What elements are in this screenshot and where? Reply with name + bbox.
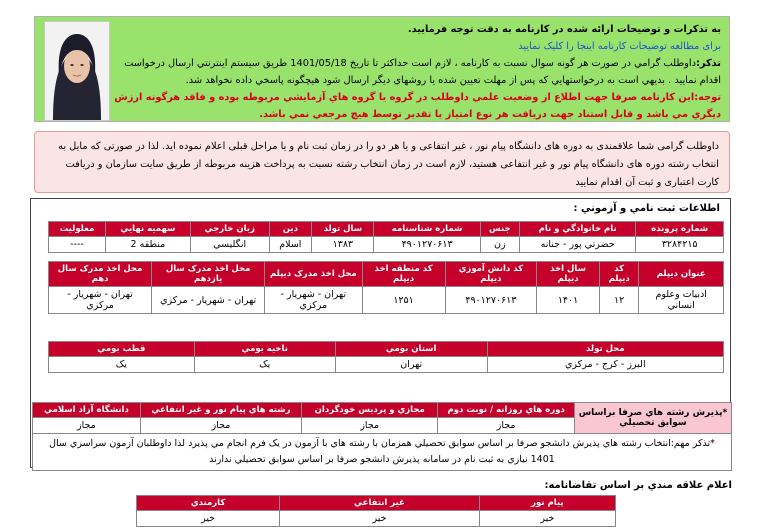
table-cell: حضرتي پور - جنانه bbox=[519, 237, 635, 253]
table-cell: تهران - شهريار - مرکزي bbox=[49, 287, 152, 314]
column-header: سهميه نهايي bbox=[105, 222, 190, 237]
table-cell: منطقه 2 bbox=[105, 237, 190, 253]
column-header: کد منطقه اخذ ديپلم bbox=[362, 262, 445, 287]
interest-table bbox=[136, 495, 616, 527]
table-cell: ۴۹۰۱۲۷۰۶۱۳ bbox=[445, 287, 537, 314]
notice-box bbox=[34, 16, 730, 122]
column-header: عنوان ديپلم bbox=[639, 262, 724, 287]
column-header: استان بومي bbox=[335, 342, 487, 357]
reminder-text bbox=[111, 55, 721, 89]
column-header: شماره پرونده bbox=[636, 222, 724, 237]
table-cell: تهران - شهريار - مرکزي bbox=[265, 287, 362, 314]
column-header: دوره هاي روزانه / نوبت دوم bbox=[438, 403, 575, 418]
table-cell: تهران - شهريار - مرکزي bbox=[152, 287, 265, 314]
table-cell: زن bbox=[480, 237, 519, 253]
column-header: کد دانش آموزي ديپلم bbox=[445, 262, 537, 287]
table-cell: خير bbox=[479, 511, 615, 527]
table-cell: ۴۹۰۱۲۷۰۶۱۳ bbox=[374, 237, 480, 253]
table-cell: تهران bbox=[335, 357, 487, 373]
table-cell: خير bbox=[280, 511, 480, 527]
column-header: سال اخذ ديپلم bbox=[537, 262, 600, 287]
table-cell: ۱۳۸۳ bbox=[312, 237, 374, 253]
column-header: جنس bbox=[480, 222, 519, 237]
table-cell: يک bbox=[194, 357, 335, 373]
column-header: پيام نور bbox=[479, 496, 615, 511]
column-header: ناحيه بومي bbox=[194, 342, 335, 357]
native-table bbox=[48, 341, 724, 373]
table-cell: ادبيات وعلوم انساني bbox=[639, 287, 724, 314]
column-header: محل اخذ مدرک سال يازدهم bbox=[152, 262, 265, 287]
column-header: دانشگاه آزاد اسلامي bbox=[33, 403, 141, 418]
explanation-link[interactable]: برای مطالعه توضيحات کارنامه اينجا را کليک نماييد bbox=[518, 41, 721, 52]
table-cell: مجاز bbox=[302, 418, 438, 434]
admission-table bbox=[32, 402, 732, 471]
table-cell: ۱۴۰۱ bbox=[537, 287, 600, 314]
column-header: محل اخذ مدرک ديپلم bbox=[265, 262, 362, 287]
table-cell: مجاز bbox=[438, 418, 575, 434]
diploma-table bbox=[48, 261, 724, 314]
table-cell: اسلام bbox=[269, 237, 312, 253]
table-cell: مجاز bbox=[140, 418, 301, 434]
table-cell: ۳۲۸۴۲۱۵ bbox=[636, 237, 724, 253]
column-header: نام خانوادگي و نام bbox=[519, 222, 635, 237]
table-cell: خير bbox=[137, 511, 280, 527]
column-header: سال تولد bbox=[312, 222, 374, 237]
column-header: کد ديپلم bbox=[599, 262, 639, 287]
reminder-label: تذکر: bbox=[695, 58, 721, 69]
column-header: محل اخذ مدرک سال دهم bbox=[49, 262, 152, 287]
registration-title: اطلاعات ثبت نامي و آزموني : bbox=[573, 203, 720, 214]
column-header: مجازي و پرديس خودگردان bbox=[302, 403, 438, 418]
reminder-body: داوطلب گرامي در صورت هر گونه سوال نسبت به کارنامه ، لازم است حداکثر تا تاريخ 1401/05/18 طريق سيستم اينترنتي ارسال درخواست اقدام نماييد . بديهي است به درخواستهايي که پس از مهلت تعيين شده يا روشهاي ديگر ارسال شود هيچگونه پاسخي داده نخواهد شد. bbox=[124, 58, 721, 86]
column-header: دين bbox=[269, 222, 312, 237]
column-header: کارمندي bbox=[137, 496, 280, 511]
admission-label: *پذيرش رشته هاي صرفا براساس سوابق تحصيلي bbox=[575, 403, 732, 434]
table-cell: البرز - کرج - مرکزي bbox=[487, 357, 723, 373]
notice-heading: به تذکرات و توضيحات ارائه شده در کارنامه به دقت توجه فرماييد. bbox=[407, 24, 721, 35]
table-cell: مجاز bbox=[33, 418, 141, 434]
column-header: زبان خارجي bbox=[190, 222, 269, 237]
table-cell: يک bbox=[49, 357, 195, 373]
table-cell: انگليسي bbox=[190, 237, 269, 253]
info-box: داوطلب گرامی شما علاقمندی به دوره های دانشگاه پیام نور ، غیر انتفاعی و یا هر دو را در زمان ثبت نام و یا مراحل قبلی اعلام نموده اید. لذا در صورتی که مایل به انتخاب رشته دوره های دانشگاه پیام نور و غیر انتفاعی هستید، لازم است در زمان انتخاب رشته نسبت به پرداخت هزینه مربوطه از طریق سایت سازمان و دریافت کارت اعتباری و ثبت آن اقدام نمایید bbox=[34, 131, 730, 193]
registration-table bbox=[48, 221, 724, 253]
column-header: قطب بومي bbox=[49, 342, 195, 357]
column-header: رشته هاي پيام نور و غير انتفاعي bbox=[140, 403, 301, 418]
interest-title: اعلام علاقه مندي بر اساس تقاضانامه: bbox=[544, 480, 732, 491]
warning-text: توجه:اين کارنامه صرفا جهت اطلاع از وضعيت علمي داوطلب در گروه يا گروه هاي آزمايشي مربوطه بوده و فاقد هرگونه ارزش ديگري مي باشد و قابل استناد جهت دريافت هر نوع امتياز يا تقدير توسط هيچ مرجعي نمي باشد. bbox=[114, 92, 721, 120]
table-cell: ---- bbox=[49, 237, 106, 253]
column-header: محل تولد bbox=[487, 342, 723, 357]
column-header: غير انتفاعي bbox=[280, 496, 480, 511]
applicant-photo bbox=[44, 21, 110, 121]
column-header: معلوليت bbox=[49, 222, 106, 237]
table-cell: ۱۲۵۱ bbox=[362, 287, 445, 314]
column-header: شماره شناسنامه bbox=[374, 222, 480, 237]
table-cell: ۱۲ bbox=[599, 287, 639, 314]
admission-note: *تذکر مهم:انتخاب رشته هاي پذيرش دانشجو صرفا بر اساس سوابق تحصيلي همزمان با رشته هاي با آزمون در يک فرم انجام مي پذيرد لذا داوطلبان آزمون سراسري سال 1401 نيازي به ثبت نام در سامانه پذيرش دانشجو صرفا بر اساس سوابق تحصيلي ندارند bbox=[33, 434, 732, 471]
